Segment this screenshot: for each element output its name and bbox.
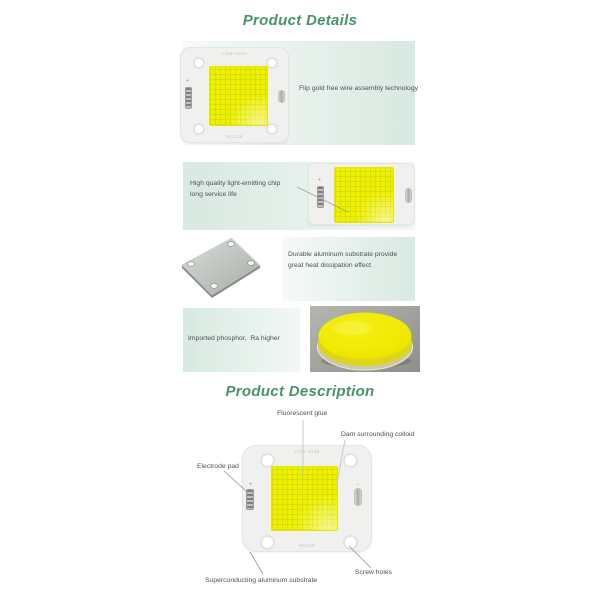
screw-hole [343, 453, 358, 468]
led-emitting-area [209, 66, 268, 126]
chip-label-line1: High quality light-emitting chip [190, 180, 281, 187]
chip-bottom-marking: NC106 [298, 543, 316, 548]
plate-hole [211, 284, 218, 289]
plate-hole [248, 261, 255, 266]
screw-hole [260, 535, 275, 550]
led-emitting-area [334, 167, 394, 223]
chip-label [190, 179, 280, 200]
chip-top-marking: COB-4046 [294, 449, 320, 454]
page-title-details: Product Details [242, 12, 358, 29]
electrode-pad-right [354, 488, 362, 506]
phosphor-photo [310, 306, 420, 372]
chip-label-line2: long service life [190, 190, 237, 198]
led-module-photo-1 [180, 47, 289, 143]
chip-top-marking: COB-4046 [221, 51, 248, 56]
electrode-pad-left [246, 489, 254, 510]
assembly-label: Flip gold free wire assembly technology [299, 85, 419, 92]
phosphor-label: Imported phosphor, Ra higher [188, 335, 280, 342]
electrode-pad-left [317, 186, 324, 208]
plus-mark: + [249, 482, 253, 488]
callout-aluminum-substrate: Superconducting aluminum substrate [205, 577, 318, 584]
substrate-label [288, 250, 397, 271]
callout-electrode-pad: Electrode pad [197, 463, 239, 470]
aluminum-substrate-image [175, 230, 275, 305]
plate-hole [228, 242, 235, 247]
electrode-pad-right [405, 188, 412, 203]
electrode-pad-right [278, 90, 285, 103]
plus-mark: + [186, 78, 189, 84]
plate-top [182, 238, 260, 295]
powder-highlight [333, 321, 371, 335]
electrode-pad-left [185, 87, 192, 109]
led-module-diagram [242, 445, 372, 552]
callout-fluorescent-glue: Fluorescent glue [277, 410, 328, 417]
chip-bottom-marking: NC106 [226, 134, 243, 139]
plate-hole [188, 262, 195, 267]
callout-screw-holes: Screw holes [355, 569, 393, 576]
screw-hole [193, 123, 205, 135]
page-title-description: Product Description [225, 383, 375, 400]
phosphor-powder [319, 313, 412, 360]
substrate-leader-line [250, 552, 263, 574]
minus-mark: - [357, 482, 359, 488]
substrate-label-line1: Durable aluminum substrate provide [288, 251, 398, 258]
led-module-photo-2 [308, 163, 415, 225]
callout-dam-colloid: Dam surrounding colloid [341, 431, 415, 438]
substrate-label-line2: great heat dissipation effect [288, 261, 372, 269]
screw-hole [193, 57, 205, 69]
led-emitting-area [271, 466, 338, 531]
screw-hole [343, 535, 358, 550]
plus-mark: + [318, 177, 321, 183]
